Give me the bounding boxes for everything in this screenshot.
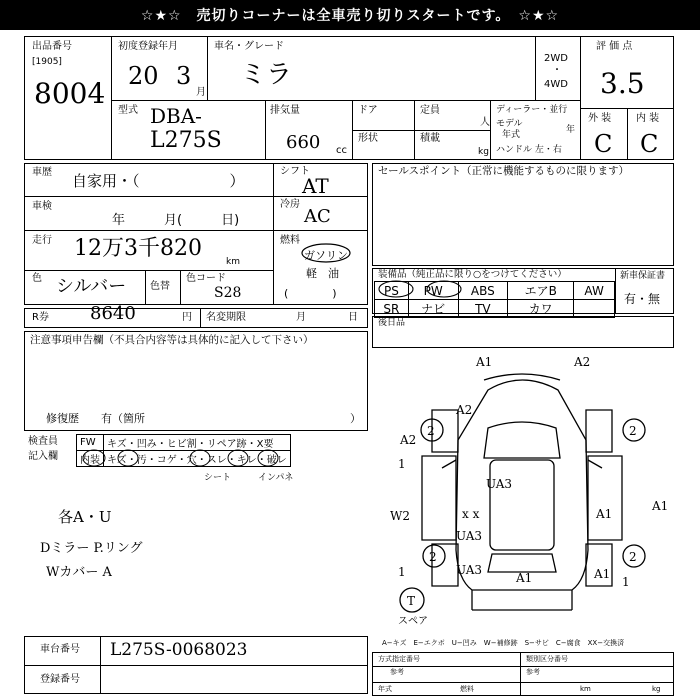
mark-ua3-rear: UA3 [456, 563, 483, 577]
anno-seat: シート [204, 473, 232, 483]
fuel-ref: 燃料 [460, 685, 474, 693]
spare-label: スペア [398, 616, 428, 627]
equip-aw: AW [574, 282, 615, 300]
kg-ref: kg [652, 685, 661, 693]
mark-a2-top-right: A2 [574, 355, 591, 369]
disp-unit: cc [336, 145, 347, 156]
deadline-month: 月 [296, 312, 306, 323]
remark-1: 各A・U [58, 508, 112, 526]
shift-label: シフト [280, 166, 310, 177]
dealer-label: ディーラー・並行 [496, 105, 568, 115]
anno-panel: インパネ [258, 473, 294, 483]
equip-blank [574, 300, 615, 318]
lot-number: 8004 [34, 77, 106, 110]
mark-1-left-b: 1 [398, 565, 406, 579]
sales-point-title: セールスポイント（正常に機能するものに限ります） [378, 165, 630, 177]
history-value: 自家用・（ ） [72, 172, 245, 190]
reg-label: 初度登録年月 [118, 41, 178, 52]
recycle-unit: 円 [182, 312, 192, 323]
equip-airbag: エアB [508, 282, 574, 300]
mark-xx: x x [462, 507, 480, 521]
mark-a2-far-left: A2 [400, 433, 417, 447]
equip-navi: ナビ [408, 300, 458, 318]
capacity-unit: 人 [480, 117, 490, 128]
load-label: 積載 [420, 133, 440, 144]
drive-4wd: 4WD [544, 79, 568, 90]
spec-label: 方式指定番号 [378, 655, 420, 663]
remark-2: Dミラー P.リング [40, 541, 143, 556]
equip-pw: PW [408, 282, 458, 300]
repair-label: 修復歴 有（箇所 [46, 412, 145, 425]
warranty-label: 新車保証書 [620, 271, 666, 281]
header-section [24, 36, 674, 160]
color-label: 色 [32, 273, 42, 284]
mark-a2-left: A2 [456, 403, 473, 417]
notes-title: 注意事項申告欄（不具合内容等は具体的に記入して下さい） [30, 334, 314, 346]
lot-label: 出品番号 [32, 41, 72, 52]
fuel-label: 燃料 [280, 235, 300, 246]
mark-2-rl: 2 [429, 550, 437, 564]
mark-ua3-a: UA3 [486, 477, 513, 491]
car-diagram [372, 350, 674, 630]
post-install-section [372, 316, 674, 348]
inspector-row2: キズ・汚・コゲ・穴・スレ・キレ・破レ [104, 451, 291, 467]
mark-2-rr: 2 [629, 550, 637, 564]
unit-ref: km [580, 685, 591, 693]
mark-a1-side: A1 [596, 507, 613, 521]
car-name: ミラ [240, 60, 293, 90]
inspection-value: 年 月( 日) [112, 213, 240, 228]
color-value: シルバー [56, 276, 127, 297]
equip-tv: TV [458, 300, 508, 318]
sales-point-section [372, 163, 674, 266]
repair-close: ） [350, 412, 361, 425]
int-grade: C [640, 130, 659, 158]
shape-label: 形状 [358, 133, 378, 144]
inspector-circles [80, 446, 280, 470]
model-year-unit: 年 [566, 125, 576, 135]
door-label: ドア [358, 105, 378, 116]
ac-label: 冷房 [280, 199, 300, 210]
chassis-label: 車台番号 [40, 644, 80, 655]
model-code: L275S [150, 128, 222, 153]
mark-a1-right: A1 [652, 499, 669, 513]
fuel-diesel: 軽 油 [306, 267, 339, 280]
drive-2wd: 2WD [544, 53, 568, 64]
lot-sub: [1905] [32, 57, 62, 67]
mileage-label: 走行 [32, 235, 52, 246]
mark-t-spare: T [407, 594, 416, 608]
mileage-unit: km [226, 257, 240, 267]
score-value: 3.5 [600, 67, 645, 100]
recycle-section [24, 308, 368, 328]
reg-year: 20 [128, 62, 159, 90]
model-year-label: モデル [496, 119, 523, 129]
mark-1-rear-right: 1 [622, 575, 630, 589]
color-code: S28 [214, 285, 242, 301]
model-label: 型式 [118, 105, 138, 116]
int-label: 内 装 [636, 113, 660, 124]
remark-3: Wカバー A [46, 565, 112, 580]
drive-dot: ・ [552, 65, 562, 76]
mark-w2: W2 [390, 509, 410, 523]
equip-leather: カワ [508, 300, 574, 318]
post-install-label: 後日品 [378, 318, 406, 328]
fuel-gas-circle [300, 242, 352, 264]
inspector-row1: キズ・凹み・ヒビ割・リペア跡・X要 [104, 435, 291, 451]
history-label: 車歴 [32, 167, 52, 178]
deadline-day: 日 [348, 312, 358, 323]
spec-ref: 参考 [390, 668, 404, 676]
model-prefix: DBA- [150, 104, 202, 128]
inspector-label-1: 検査員 [28, 436, 58, 447]
warranty-value: 有・無 [624, 292, 661, 306]
inspector-fw: FW [77, 435, 104, 451]
reg-ref: 年式 [378, 685, 392, 693]
shift-value: AT [302, 174, 329, 198]
chassis-value: L275S-0068023 [110, 640, 248, 660]
ac-value: AC [304, 206, 331, 227]
recycle-label: R券 [32, 312, 49, 323]
disp-label: 排気量 [270, 105, 300, 116]
ext-grade: C [594, 130, 613, 158]
score-label: 評 価 点 [596, 41, 633, 52]
mark-1-left: 1 [398, 457, 406, 471]
capacity-label: 定員 [420, 105, 440, 116]
mark-a1-top-left: A1 [476, 355, 493, 369]
type-ref: 参考 [526, 668, 540, 676]
mark-a1-rr: A1 [594, 567, 611, 581]
type-label: 類別区分番号 [526, 655, 568, 663]
inspector-int: 内装 [77, 451, 104, 467]
mark-ua3-b: UA3 [456, 529, 483, 543]
equip-abs: ABS [458, 282, 508, 300]
mark-2-fl: 2 [427, 424, 435, 438]
mileage-value: 12万3千820 [74, 236, 202, 261]
mark-a1-rear: A1 [516, 571, 533, 585]
recycle-value: 8640 [90, 303, 136, 324]
ext-label: 外 装 [588, 113, 612, 124]
reg-month: 3 [176, 62, 192, 90]
reg-unit: 月 [196, 87, 206, 98]
inspection-label: 車検 [32, 201, 52, 212]
load-unit: kg [478, 147, 489, 157]
registration-label: 登録番号 [40, 674, 80, 685]
damage-legend: A−キズ E−エクボ U−凹み W−補修跡 S−サビ C−腐食 XX−交換済 [382, 639, 625, 647]
banner: ☆★☆ 売切りコーナーは全車売り切りスタートです。 ☆★☆ [0, 0, 700, 30]
color-code-label: 色コード [186, 273, 226, 284]
fuel-gas: ガソリン [304, 249, 348, 262]
model-year-sub: 年式 [502, 130, 521, 140]
disp-value: 660 [286, 132, 321, 153]
equip-ps: PS [375, 282, 409, 300]
equipment-title: 装備品（純正品に限り○をつけてください） [378, 269, 567, 280]
equipment-circles [374, 279, 494, 299]
equip-sr: SR [375, 300, 409, 318]
handle-label: ハンドル 左・右 [496, 145, 562, 155]
fuel-other: ( ) [284, 287, 337, 300]
car-label: 車名・グレード [214, 41, 284, 52]
mark-2-fr: 2 [629, 424, 637, 438]
color-change-label: 色替 [150, 281, 170, 292]
inspector-label-2: 記入欄 [28, 451, 58, 462]
deadline-label: 名変期限 [206, 312, 246, 323]
